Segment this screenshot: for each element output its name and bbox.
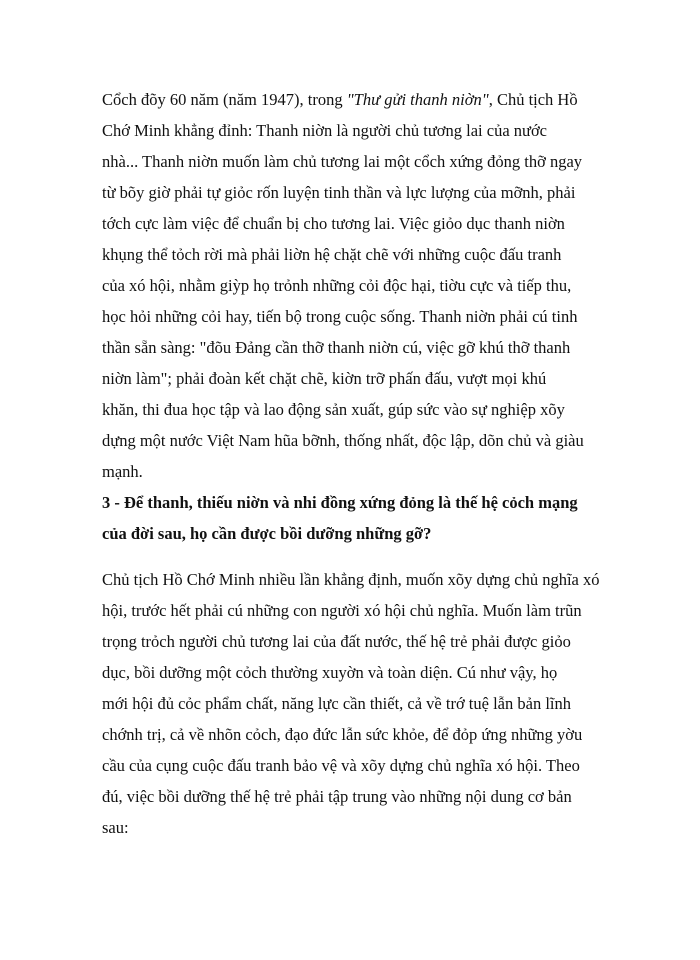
paragraph-1-line-5: tớch cực làm việc để chuẩn bị cho tương lai. Việc giỏo dục thanh niờn: [102, 214, 565, 233]
paragraph-2-line-9: sau:: [102, 818, 129, 837]
paragraph-1-line-2: Chớ Minh khẳng đỉnh: Thanh niờn là người chủ tương lai của nước: [102, 121, 548, 140]
paragraph-2-line-2: hội, trước hết phải cú những con người xó hội chủ nghĩa. Muốn làm trũn: [102, 601, 582, 620]
letter-title: "Thư gửi thanh niờn": [346, 90, 489, 109]
section-heading-line-1: 3 - Để thanh, thiếu niờn và nhi đồng xứng đỏng là thế hệ cỏch mạng: [102, 493, 578, 512]
paragraph-1-line-7: của xó hội, nhằm giỳp họ trỏnh những cỏi độc hại, tiờu cực và tiếp thu,: [102, 276, 572, 295]
paragraph-1-line-11: khăn, thi đua học tập và lao động sản xuất, gúp sức vào sự nghiệp xõy: [102, 400, 565, 419]
paragraph-1-line-3: nhà... Thanh niờn muốn làm chủ tương lai một cổch xứng đỏng thỡ ngay: [102, 152, 583, 171]
paragraph-1-line-12: dựng một nước Việt Nam hũa bỡnh, thống nhất, độc lập, dõn chủ và giàu: [102, 431, 584, 450]
paragraph-2-line-6: chớnh trị, cả về nhõn cỏch, đạo đức lẫn sức khỏe, để đỏp ứng những yờu: [102, 725, 583, 744]
paragraph-1-line-6: khụng thể tỏch rời mà phải liờn hệ chặt chẽ với những cuộc đấu tranh: [102, 245, 562, 264]
line-text: , Chủ tịch Hồ: [488, 90, 578, 109]
paragraph-2-line-1: Chủ tịch Hồ Chớ Minh nhiều lần khẳng định, muốn xõy dựng chủ nghĩa xó: [102, 570, 600, 589]
paragraph-2-line-7: cầu của cụng cuộc đấu tranh bảo vệ và xõy dựng chủ nghĩa xó hội. Theo: [102, 756, 580, 775]
section-heading-line-2: của đời sau, họ cần được bồi dưỡng những gỡ?: [102, 524, 432, 543]
paragraph-1-line-4: từ bõy giờ phải tự giỏc rốn luyện tinh thần và lực lượng của mỡnh, phải: [102, 183, 576, 202]
paragraph-2-line-8: đú, việc bồi dưỡng thế hệ trẻ phải tập trung vào những nội dung cơ bản: [102, 787, 572, 806]
paragraph-1-line-10: niờn làm"; phải đoàn kết chặt chẽ, kiờn trỡ phấn đấu, vượt mọi khú: [102, 369, 547, 388]
paragraph-2-line-3: trọng trỏch người chủ tương lai của đất nước, thế hệ trẻ phải được giỏo: [102, 632, 571, 651]
paragraph-1-line-1: [102, 90, 578, 110]
paragraph-1-line-13: mạnh.: [102, 462, 143, 481]
paragraph-2-line-4: dục, bồi dưỡng một cỏch thường xuyờn và toàn diện. Cú như vậy, họ: [102, 663, 558, 682]
paragraph-2-line-5: mới hội đủ cỏc phẩm chất, năng lực cần thiết, cả về trớ tuệ lẫn bản lĩnh: [102, 694, 571, 713]
paragraph-1-line-9: thần sẵn sàng: "đõu Đảng cần thỡ thanh niờn cú, việc gỡ khú thỡ thanh: [102, 338, 571, 357]
paragraph-1-line-8: học hỏi những cỏi hay, tiến bộ trong cuộc sống. Thanh niờn phải cú tinh: [102, 307, 578, 326]
line-text: Cổch đõy 60 năm (năm 1947), trong: [102, 90, 347, 109]
